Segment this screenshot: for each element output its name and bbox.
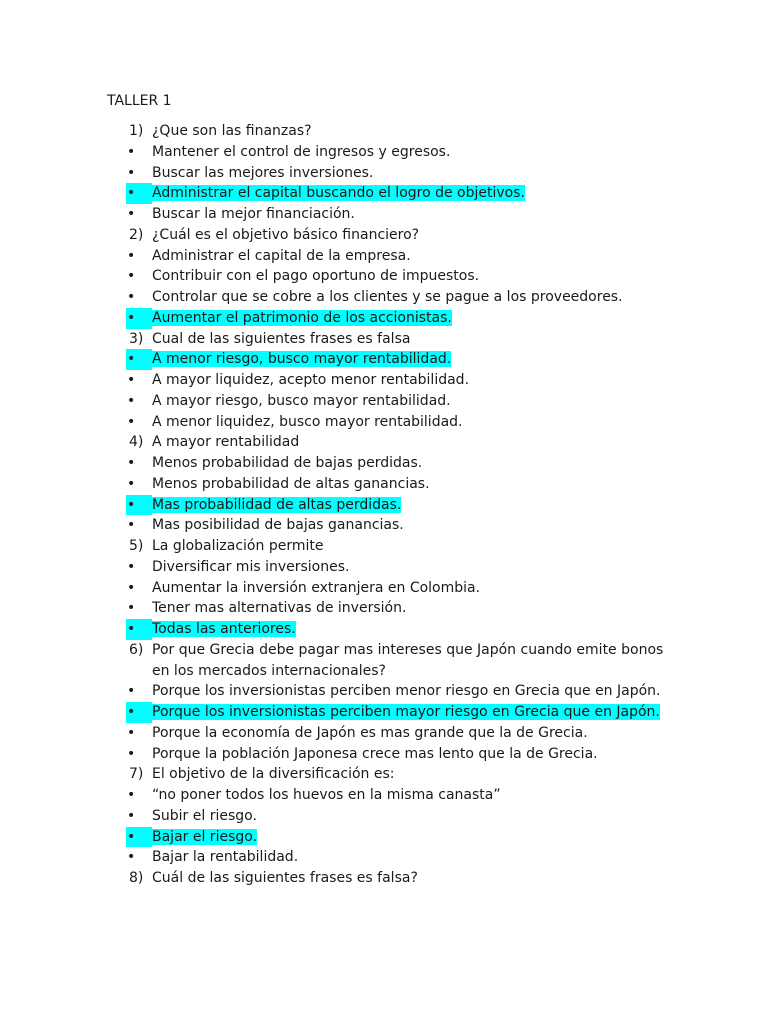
answer-option <box>126 266 666 287</box>
answer-option-highlighted <box>126 349 666 370</box>
option-text <box>152 287 666 308</box>
bullet-icon: • <box>127 579 136 596</box>
question-item <box>126 329 666 350</box>
question-number: 2) <box>129 226 144 243</box>
answer-option-highlighted <box>126 495 666 516</box>
option-text <box>152 702 666 723</box>
bullet-icon: • <box>127 413 136 430</box>
item-text: Diversificar mis inversiones. <box>152 558 350 575</box>
answer-option <box>126 204 666 225</box>
bullet-icon: • <box>126 349 152 370</box>
item-text: Porque los inversionistas perciben mayor riesgo en Grecia que en Japón. <box>152 704 660 720</box>
answer-option-highlighted <box>126 619 666 640</box>
question-number: 3) <box>129 330 144 347</box>
item-text: Menos probabilidad de bajas perdidas. <box>152 455 423 471</box>
option-text <box>152 391 666 412</box>
question-item <box>126 868 666 889</box>
question-number: 7) <box>129 766 144 783</box>
bullet-icon: • <box>127 558 136 575</box>
item-text: Porque los inversionistas perciben menor riesgo en Grecia que en Japón. <box>152 683 661 700</box>
option-text <box>152 142 666 163</box>
answer-option <box>126 806 666 827</box>
question-list <box>126 121 666 889</box>
item-text: Administrar el capital buscando el logro de objetivos. <box>152 185 525 202</box>
option-text <box>152 578 666 599</box>
item-text: Controlar que se cobre a los clientes y se pague a los proveedores. <box>152 289 623 305</box>
bullet-icon: • <box>126 183 152 204</box>
answer-option <box>126 246 666 267</box>
answer-option-highlighted <box>126 702 666 723</box>
option-text <box>152 515 666 536</box>
answer-option-highlighted <box>126 827 666 848</box>
question-item <box>126 121 666 142</box>
option-text <box>152 723 666 744</box>
option-text <box>152 246 666 267</box>
answer-option <box>126 412 666 433</box>
item-text: Bajar la rentabilidad. <box>152 849 299 866</box>
answer-option <box>126 474 666 495</box>
item-text: Mas posibilidad de bajas ganancias. <box>152 517 404 534</box>
item-text: Porque la población Japonesa crece mas lento que la de Grecia. <box>152 745 598 762</box>
question-number: 4) <box>129 434 144 451</box>
answer-option <box>126 391 666 412</box>
item-text: Menos probabilidad de altas ganancias. <box>152 475 430 492</box>
answer-option <box>126 142 666 163</box>
item-text: Mas probabilidad de altas perdidas. <box>152 496 402 513</box>
bullet-icon: • <box>127 289 136 305</box>
option-text <box>152 619 666 640</box>
item-text: Porque la economía de Japón es mas grande que la de Grecia. <box>152 724 588 741</box>
question-item <box>126 432 666 453</box>
item-text: A mayor riesgo, busco mayor rentabilidad. <box>152 392 451 409</box>
item-text: Contribuir con el pago oportuno de impuestos. <box>152 268 480 285</box>
answer-option-highlighted <box>126 308 666 329</box>
bullet-icon: • <box>126 619 152 640</box>
option-text <box>152 474 666 495</box>
item-text: Todas las anteriores. <box>152 621 296 637</box>
option-text <box>152 557 666 578</box>
item-text: Mantener el control de ingresos y egresos. <box>152 143 451 160</box>
option-text <box>152 412 666 433</box>
option-text <box>152 370 666 391</box>
option-text <box>152 785 666 806</box>
answer-option <box>126 681 666 702</box>
item-text: A menor liquidez, busco mayor rentabilidad. <box>152 413 463 430</box>
option-text <box>152 847 666 868</box>
bullet-icon: • <box>127 600 136 617</box>
question-text <box>152 640 666 682</box>
bullet-icon: • <box>127 724 136 741</box>
bullet-icon: • <box>127 206 136 222</box>
question-text <box>152 536 666 557</box>
bullet-icon: • <box>127 683 136 700</box>
item-text: Administrar el capital de la empresa. <box>152 247 411 264</box>
bullet-icon: • <box>127 787 136 803</box>
bullet-icon: • <box>127 517 136 534</box>
item-text: ¿Cuál es el objetivo básico financiero? <box>152 226 420 243</box>
item-text: El objetivo de la diversificación es: <box>152 766 395 783</box>
question-text <box>152 868 666 889</box>
question-text <box>152 225 666 246</box>
bullet-icon: • <box>127 372 136 388</box>
option-text <box>152 349 666 370</box>
question-item <box>126 225 666 246</box>
bullet-icon: • <box>127 849 136 866</box>
option-text <box>152 598 666 619</box>
item-text: “no poner todos los huevos en la misma canasta” <box>152 787 501 803</box>
item-text: A mayor rentabilidad <box>152 434 300 451</box>
bullet-icon: • <box>127 164 136 181</box>
option-text <box>152 163 666 184</box>
answer-option <box>126 785 666 806</box>
item-text: Bajar el riesgo. <box>152 828 258 845</box>
bullet-icon: • <box>127 143 136 160</box>
item-text: Aumentar el patrimonio de los accionistas. <box>152 309 452 326</box>
answer-option <box>126 723 666 744</box>
question-text <box>152 121 666 142</box>
answer-option-highlighted <box>126 183 666 204</box>
question-text <box>152 432 666 453</box>
question-number: 6) <box>129 641 144 658</box>
item-text: Buscar la mejor financiación. <box>152 206 355 222</box>
bullet-icon: • <box>126 308 152 329</box>
option-text <box>152 453 666 474</box>
question-number: 5) <box>129 538 144 554</box>
bullet-icon: • <box>127 455 136 471</box>
option-text <box>152 495 666 516</box>
bullet-icon: • <box>126 495 152 516</box>
bullet-icon: • <box>127 807 136 824</box>
item-text: Aumentar la inversión extranjera en Colombia. <box>152 579 481 596</box>
answer-option <box>126 287 666 308</box>
option-text <box>152 204 666 225</box>
item-text: A mayor liquidez, acepto menor rentabilidad. <box>152 372 470 388</box>
bullet-icon: • <box>127 392 136 409</box>
option-text <box>152 827 666 848</box>
item-text: Cuál de las siguientes frases es falsa? <box>152 870 418 886</box>
question-text <box>152 329 666 350</box>
bullet-icon: • <box>127 268 136 285</box>
question-number: 1) <box>129 123 144 139</box>
bullet-icon: • <box>126 702 152 723</box>
question-number: 8) <box>129 870 144 886</box>
bullet-icon: • <box>127 247 136 264</box>
answer-option <box>126 453 666 474</box>
item-text: Tener mas alternativas de inversión. <box>152 600 407 617</box>
item-text: Buscar las mejores inversiones. <box>152 164 374 181</box>
answer-option <box>126 744 666 765</box>
bullet-icon: • <box>127 475 136 492</box>
option-text <box>152 183 666 204</box>
option-text <box>152 744 666 765</box>
option-text <box>152 266 666 287</box>
bullet-icon: • <box>127 745 136 762</box>
option-text <box>152 308 666 329</box>
bullet-icon: • <box>126 827 152 848</box>
answer-option <box>126 598 666 619</box>
option-text <box>152 806 666 827</box>
answer-option <box>126 370 666 391</box>
answer-option <box>126 578 666 599</box>
document-title: TALLER 1 <box>107 93 172 109</box>
item-text: A menor riesgo, busco mayor rentabilidad. <box>152 351 452 368</box>
item-text: Por que Grecia debe pagar mas intereses que Japón cuando emite bonos en los mercados internacionales? <box>152 641 664 679</box>
answer-option <box>126 847 666 868</box>
question-item <box>126 764 666 785</box>
answer-option <box>126 515 666 536</box>
question-item <box>126 640 666 682</box>
item-text: Subir el riesgo. <box>152 807 257 824</box>
question-text <box>152 764 666 785</box>
answer-option <box>126 163 666 184</box>
item-text: La globalización permite <box>152 538 324 554</box>
item-text: ¿Que son las finanzas? <box>152 123 312 139</box>
option-text <box>152 681 666 702</box>
question-item <box>126 536 666 557</box>
answer-option <box>126 557 666 578</box>
item-text: Cual de las siguientes frases es falsa <box>152 330 411 347</box>
